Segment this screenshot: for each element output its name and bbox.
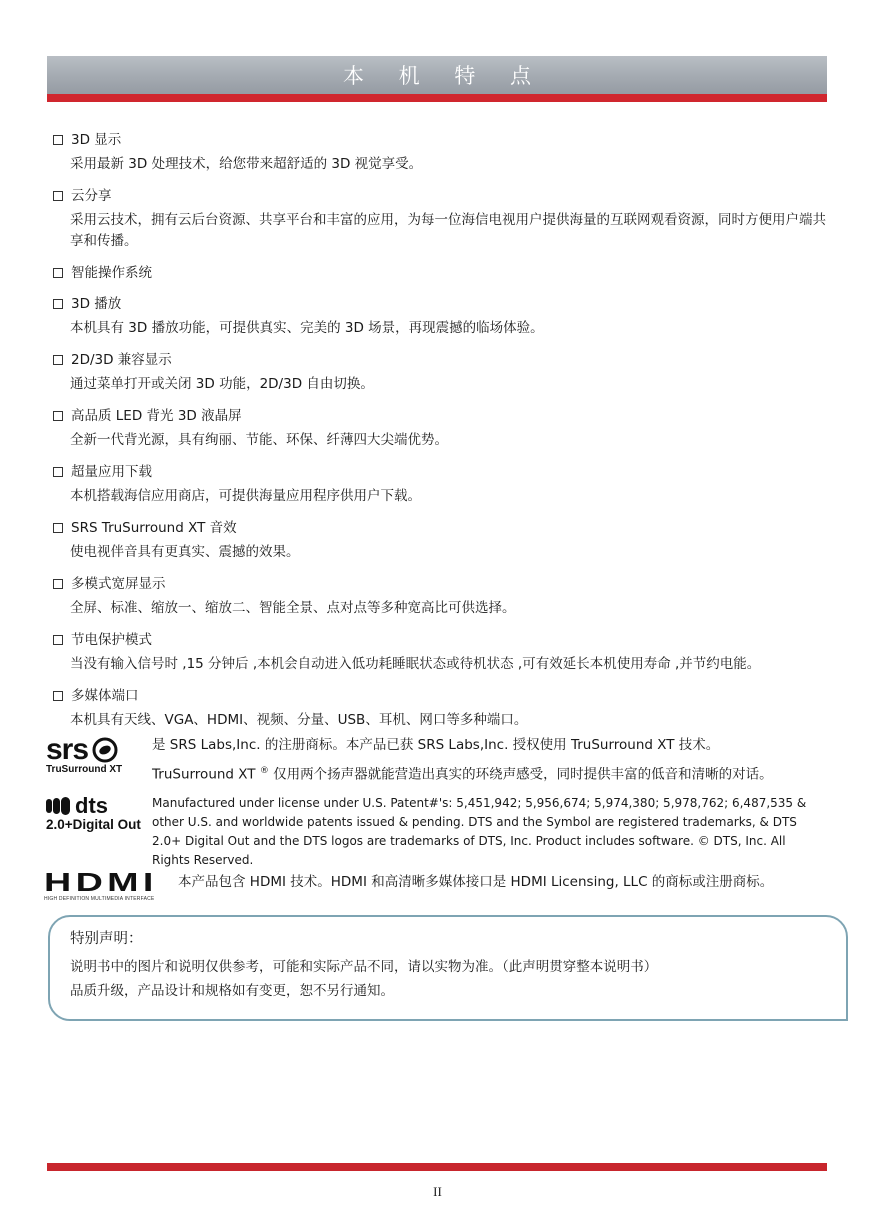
checkbox-bullet-icon (53, 411, 63, 421)
checkbox-bullet-icon (53, 299, 63, 309)
checkbox-bullet-icon (53, 135, 63, 145)
list-item (52, 130, 832, 175)
dts-logo-subtitle: 2.0+Digital Out (46, 817, 141, 832)
feature-title: 2D/3D 兼容显示 (71, 352, 172, 368)
feature-title: 智能操作系统 (71, 265, 152, 281)
feature-description: 当没有输入信号时 ,15 分钟后 ,本机会自动进入低功耗睡眠状态或待机状态 ,可有效延长本机使用寿命 ,并节约电能。 (70, 656, 761, 672)
page-number: II (433, 1184, 442, 1199)
feature-title: 节电保护模式 (71, 632, 152, 648)
feature-description: 采用云技术，拥有云后台资源、共享平台和丰富的应用，为每一位海信电视用户提供海量的互联网观看资源，同时方便用户端共享和传播。 (70, 212, 826, 249)
feature-title: 云分享 (71, 188, 112, 204)
list-item (52, 263, 832, 283)
dts-logo (46, 795, 141, 837)
srs-logo-subtitle: TruSurround XT (46, 764, 123, 775)
hdmi-logo (44, 867, 164, 904)
notice-line: 说明书中的图片和说明仅供参考，可能和实际产品不同，请以实物为准。（此声明贯穿整本说明书） (70, 959, 658, 975)
list-item (52, 294, 832, 339)
notice-title: 特别声明： (70, 931, 143, 947)
title-accent-stripe (47, 94, 827, 102)
feature-title: 多模式宽屏显示 (71, 576, 166, 592)
srs-logo (46, 733, 138, 778)
hdmi-logo-subtitle: HIGH DEFINITION MULTIMEDIA INTERFACE (44, 896, 155, 902)
special-notice-box (48, 915, 848, 1021)
feature-title: 超量应用下载 (71, 464, 152, 480)
checkbox-bullet-icon (53, 191, 63, 201)
list-item (52, 574, 832, 619)
srs-description-text (152, 762, 773, 784)
feature-title: 3D 播放 (71, 296, 122, 312)
feature-description: 采用最新 3D 处理技术，给您带来超舒适的 3D 视觉享受。 (70, 156, 423, 172)
feature-list (52, 130, 832, 742)
checkbox-bullet-icon (53, 523, 63, 533)
dts-license-text: Manufactured under license under U.S. Patent#'s: 5,451,942; 5,956,674; 5,974,380; 5,978,762; 6,487,535 & other U.S. and worldwide patents issued & pending. DTS and the Symbol are registered trademarks, & DTS 2.0+ Digital Out and the DTS logos are trademarks of DTS, Inc. Product includes software. © DTS, Inc. All Rights Reserved. (152, 796, 807, 867)
srs-product-name: TruSurround XT (152, 766, 256, 783)
registered-mark: ® (259, 766, 269, 776)
hdmi-logo-word: HDMI (44, 867, 158, 897)
dts-logo-word: dts (75, 793, 108, 818)
srs-logo-word: srs (46, 733, 89, 766)
feature-description: 本机具有天线、VGA、HDMI、视频、分量、USB、耳机、网口等多种端口。 (70, 712, 528, 728)
notice-line: 品质升级，产品设计和规格如有变更，恕不另行通知。 (70, 983, 394, 999)
srs-description: 仅用两个扬声器就能营造出真实的环绕声感受，同时提供丰富的低音和清晰的对话。 (268, 766, 773, 783)
page-title: 本 机 特 点 (47, 56, 827, 94)
list-item (52, 406, 832, 451)
list-item (52, 686, 832, 731)
feature-title: 高品质 LED 背光 3D 液晶屏 (71, 408, 242, 424)
checkbox-bullet-icon (53, 691, 63, 701)
feature-description: 使电视伴音具有更真实、震撼的效果。 (70, 544, 300, 560)
feature-title: 3D 显示 (71, 132, 122, 148)
srs-circle-icon (90, 737, 120, 763)
feature-description: 全新一代背光源，具有绚丽、节能、环保、纤薄四大尖端优势。 (70, 432, 448, 448)
hdmi-trademark-text: 本产品包含 HDMI 技术。HDMI 和高清晰多媒体接口是 HDMI Licensing, LLC 的商标或注册商标。 (178, 874, 774, 890)
checkbox-bullet-icon (53, 355, 63, 365)
footer-accent-stripe (47, 1163, 827, 1171)
list-item (52, 518, 832, 563)
list-item (52, 462, 832, 507)
feature-description: 通过菜单打开或关闭 3D 功能，2D/3D 自由切换。 (70, 376, 374, 392)
feature-description: 本机搭载海信应用商店，可提供海量应用程序供用户下载。 (70, 488, 421, 504)
srs-trademark-text: 是 SRS Labs,Inc. 的注册商标。本产品已获 SRS Labs,Inc. 授权使用 TruSurround XT 技术。 (152, 737, 720, 753)
checkbox-bullet-icon (53, 467, 63, 477)
feature-description: 全屏、标准、缩放一、缩放二、智能全景、点对点等多种宽高比可供选择。 (70, 600, 516, 616)
feature-description: 本机具有 3D 播放功能，可提供真实、完美的 3D 场景，再现震撼的临场体验。 (70, 320, 544, 336)
checkbox-bullet-icon (53, 579, 63, 589)
feature-title: 多媒体端口 (71, 688, 139, 704)
list-item (52, 350, 832, 395)
checkbox-bullet-icon (53, 635, 63, 645)
feature-title: SRS TruSurround XT 音效 (71, 520, 237, 536)
list-item (52, 630, 832, 675)
checkbox-bullet-icon (53, 268, 63, 278)
dts-symbol-icon (46, 797, 72, 815)
list-item (52, 186, 832, 252)
